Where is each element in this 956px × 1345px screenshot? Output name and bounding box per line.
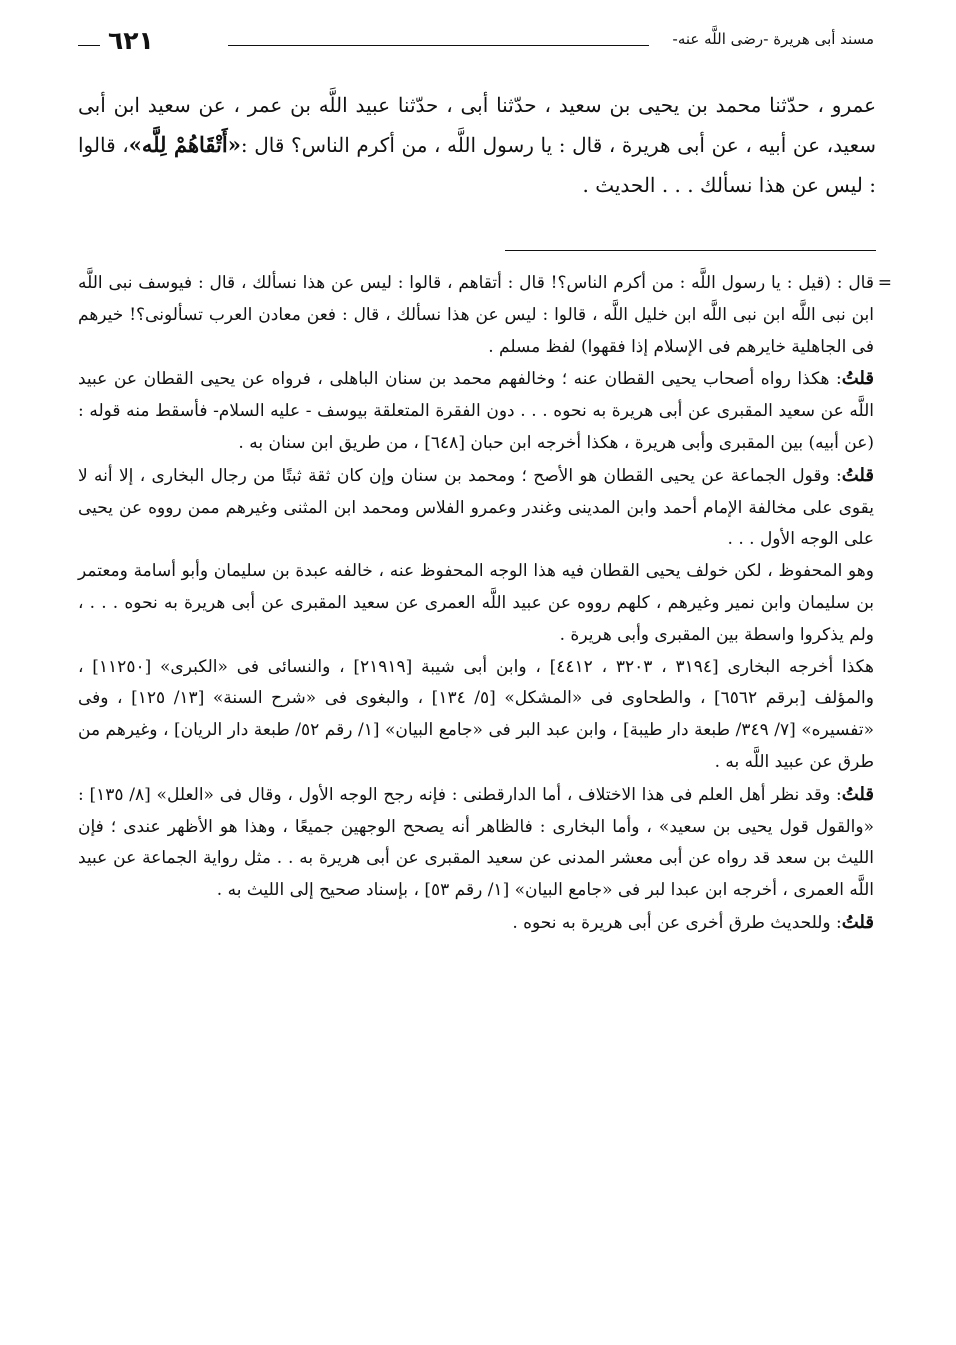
footnote-paragraph: [78, 363, 874, 459]
footnote-text: : وقد نظر أهل العلم فى هذا الاختلاف ، أما الدارقطنى : فإنه رجح الوجه الأول ، وقال فى «العلل» [٨/ ١٣٥] : «والقول قول يحيى بن سعيد» ، وأما البخارى : فالظاهر أنه يصحح الوجهين جميعًا ، وهذا هو الأظهر عندى ؛ فإن الليث بن سعد قد رواه عن أبى معشر المدنى عن سعيد المقبرى عن أبى هريرة به . . مثل رواية الجماعة عن عبيد اللَّه العمرى ، أخرجه ابن عبدا لبر فى «جامع البيان» [١/ رقم ٥٣] ، بإسناد صحيح إلى الليث به .: [78, 784, 874, 901]
footnote-text: : وللحديث طرق أخرى عن أبى هريرة به نحوه .: [512, 912, 842, 933]
header-rule: [228, 45, 649, 46]
main-text-part1: عمرو ، حدّثنا محمد بن يحيى بن سعيد ، حدّثنا أبى ، حدّثنا عبيد اللَّه بن عمر ، عن سعيد ابن أبى سعيد، عن أبيه ، عن أبى هريرة ، قال : يا رسول اللَّه ، من أكرم الناس؟ قال :: [78, 93, 877, 157]
qult-label: قلتُ: [841, 911, 874, 933]
footnote-paragraph: [78, 268, 892, 363]
qult-label: قلتُ: [841, 464, 874, 486]
footnote-text: قال : (قيل : يا رسول اللَّه : من أكرم الناس؟! قال : أتقاهم ، قالوا : ليس عن هذا نسألك ، قال : فيوسف نبى اللَّه ابن نبى اللَّه ابن نبى اللَّه ابن خليل اللَّه ، قالوا : ليس عن هذا نسألك ، قال : فعن معادن العرب تسألونى؟! خيرهم فى الجاهلية خايرهم فى الإسلام إذا فقهوا) لفظ مسلم .: [78, 273, 874, 357]
main-paragraph: [78, 85, 876, 205]
footnote-text: : وقول الجماعة عن يحيى القطان هو الأصح ؛ ومحمد بن سنان وإن كان ثقة ثبتًا من رجال البخارى ، إلا أنه لا يقوى على مخالفة الإمام أحمد وابن المدينى وغندر وعمرو الفلاس ومحمد ابن المثنى وغيرهم ممن رووه عن يحيى على الوجه الأول . . .: [78, 465, 874, 550]
hadith-quote: «أَتْقَاهُمْ لِلَّه»: [128, 132, 241, 157]
footnote-text: هكذا أخرجه البخارى [٣١٩٤ ، ٣٢٠٣ ، ٤٤١٢] ، وابن أبى شيبة [٢١٩١٩] ، والنسائى فى «الكبرى» [١١٢٥٠] ، والمؤلف [برقم ٦٥٦٢] ، والطحاوى فى «المشكل» [٥/ ١٣٤] ، والبغوى فى «شرح السنة» [١٣/ ١٢٥] ، وفى «تفسيره» [٧/ ٣٤٩/ طبعة دار طيبة] ، وابن عبد البر فى «جامع البيان» [١/ رقم ٥٢/ طبعة دار الريان] ، وغيرهم من طرق عن عبيد اللَّه به .: [78, 656, 875, 772]
footnote-paragraph: [78, 779, 874, 907]
footnote-paragraph: [78, 652, 874, 779]
footnote-paragraph: [78, 907, 874, 940]
main-text: [78, 85, 876, 205]
footnote-paragraph: [78, 460, 874, 556]
page-number: ٦٢١: [108, 26, 154, 55]
header-rule-short: [78, 45, 100, 46]
continuation-mark: =: [877, 273, 892, 293]
footnote-separator: [505, 250, 876, 251]
page-header: [78, 26, 874, 62]
qult-label: قلتُ: [841, 783, 874, 805]
footnotes: [78, 268, 892, 940]
qult-label: قلتُ: [841, 368, 874, 390]
footnote-text: وهو المحفوظ ، لكن خولف يحيى القطان فيه هذا الوجه المحفوظ عنه ، خالفه عبدة بن سليمان وأبو أسامة ومعتمر بن سليمان وابن نمير وغيرهم ، كلهم رووه عن عبيد اللَّه العمرى عن سعيد المقبرى عن أبى هريرة به نحوه . . . ، ولم يذكروا واسطة بين المقبرى وأبى هريرة .: [78, 561, 874, 645]
running-title: مسند أبى هريرة -رضى اللَّه عنه-: [672, 30, 874, 48]
footnote-text: : هكذا رواه أصحاب يحيى القطان عنه ؛ وخالفهم محمد بن سنان الباهلى ، فرواه عن يحيى القطان عن عبيد اللَّه عن سعيد المقبرى عن أبى هريرة به نحوه . . . دون الفقرة المتعلقة بيوسف - عليه السلام- فأسقط منه قوله : (عن أبيه) بين المقبرى وأبى هريرة ، هكذا أخرجه ابن حبان [٦٤٨] ، من طريق ابن سنان به .: [78, 369, 874, 453]
main-text-part2: ، قالوا : ليس عن هذا نسألك . . . الحديث .: [78, 133, 876, 197]
footnote-paragraph: [78, 556, 874, 651]
